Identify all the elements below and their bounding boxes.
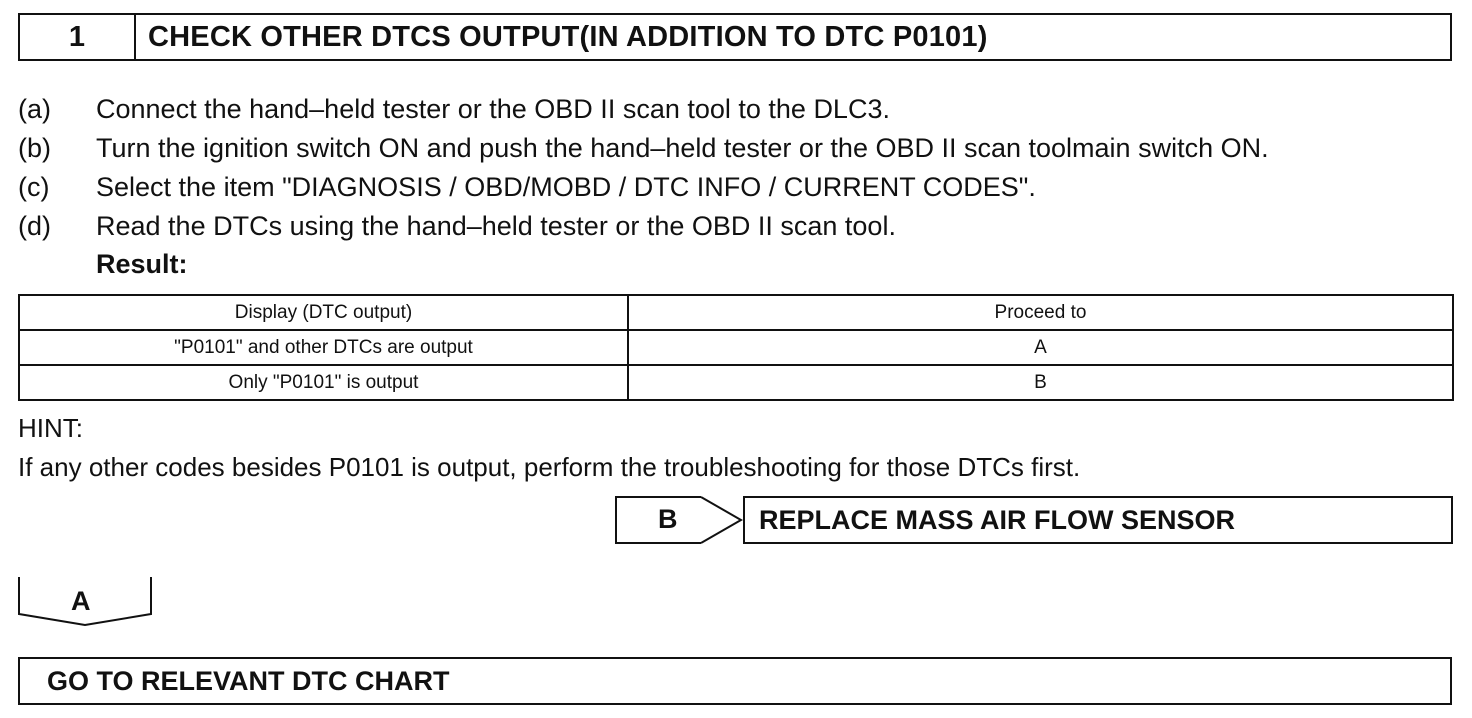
hint-label: HINT:	[18, 413, 83, 443]
table-header-row	[19, 295, 1453, 330]
instruction-d	[18, 207, 896, 245]
step-header	[18, 13, 1452, 61]
table-row	[19, 330, 1453, 365]
instruction-text: Read the DTCs using the hand–held tester or the OBD II scan tool.	[96, 210, 896, 241]
table-cell: Only "P0101" is output	[19, 365, 628, 400]
step-title: CHECK OTHER DTCS OUTPUT(IN ADDITION TO DTC P0101)	[148, 20, 988, 53]
table-header-cell: Proceed to	[628, 295, 1453, 330]
instruction-label: (d)	[18, 210, 51, 241]
instruction-text: Connect the hand–held tester or the OBD II scan tool to the DLC3.	[96, 93, 890, 124]
instruction-label: (c)	[18, 171, 50, 202]
table-row	[19, 365, 1453, 400]
branch-b-letter: B	[658, 504, 678, 534]
step-number: 1	[20, 15, 136, 59]
branch-b-action: REPLACE MASS AIR FLOW SENSOR	[743, 496, 1453, 544]
instruction-text: Select the item "DIAGNOSIS / OBD/MOBD / DTC INFO / CURRENT CODES".	[96, 171, 1036, 202]
hint-text: If any other codes besides P0101 is output, perform the troubleshooting for those DTCs first.	[18, 452, 1081, 482]
instruction-a	[18, 90, 890, 128]
instruction-label: (b)	[18, 132, 51, 163]
result-table	[18, 294, 1454, 401]
table-cell: B	[628, 365, 1453, 400]
branch-b-arrow-box	[615, 496, 743, 544]
instruction-b	[18, 129, 1269, 167]
table-cell: "P0101" and other DTCs are output	[19, 330, 628, 365]
final-action: GO TO RELEVANT DTC CHART	[18, 657, 1452, 705]
instruction-c	[18, 168, 1036, 206]
result-label: Result:	[96, 249, 188, 279]
table-cell: A	[628, 330, 1453, 365]
instruction-text: Turn the ignition switch ON and push the hand–held tester or the OBD II scan toolmain switch ON.	[96, 132, 1269, 163]
branch-a-letter: A	[71, 586, 91, 616]
instruction-label: (a)	[18, 93, 51, 124]
table-header-cell: Display (DTC output)	[19, 295, 628, 330]
